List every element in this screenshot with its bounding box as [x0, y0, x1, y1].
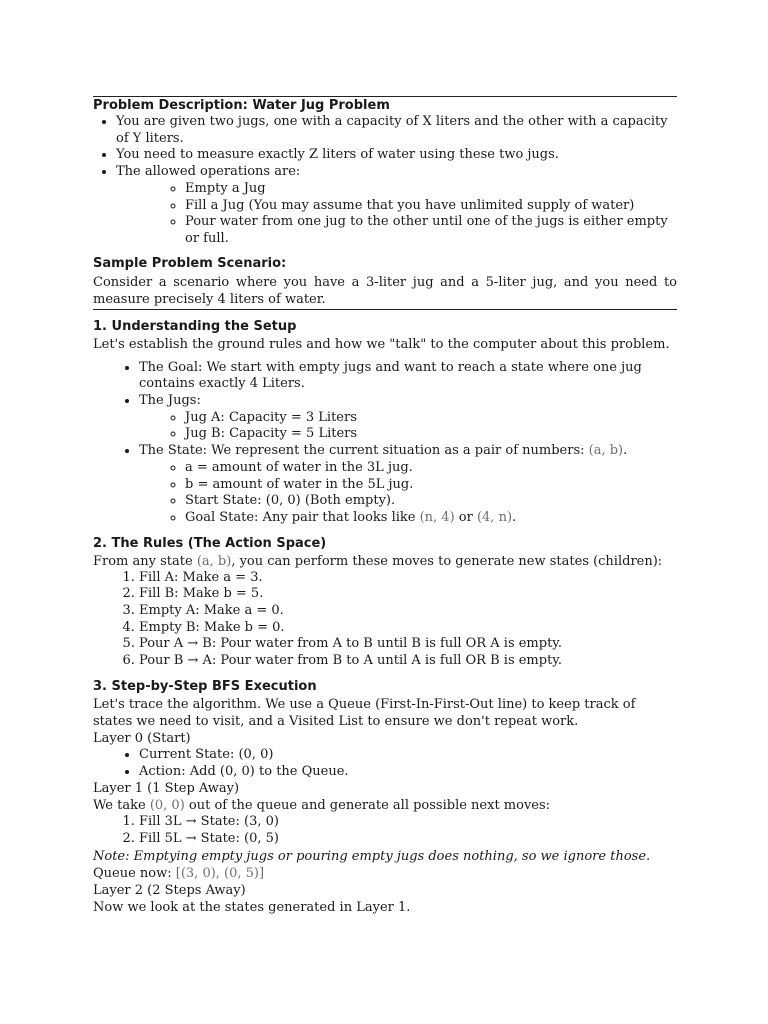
document-page	[93, 96, 677, 916]
section-2-title: 2. The Rules (The Action Space)	[93, 535, 327, 551]
state-prefix: The State: We represent the current situation as a pair of numbers:	[139, 443, 589, 459]
rules-list	[93, 570, 677, 670]
list-item: ◦ Jug B: Capacity = 5 Liters	[185, 426, 677, 443]
goal-state-prefix: Goal State: Any pair that looks like	[185, 509, 420, 525]
layer-2-text: Now we look at the states generated in Layer 1.	[93, 899, 411, 915]
state-list	[93, 443, 677, 460]
note-text: Note: Emptying empty jugs or pouring empty jugs does nothing, so we ignore those.	[93, 848, 651, 864]
layer-1-heading: Layer 1 (1 Step Away)	[93, 781, 240, 797]
list-item: ◦ Pour water from one jug to the other until one of the jugs is either empty or full.	[185, 214, 677, 247]
section-1-intro: Let's establish the ground rules and how we "talk" to the computer about this problem.	[93, 336, 670, 352]
list-item: 2. Fill 5L → State: (0, 5)	[139, 831, 677, 848]
problem-title: Problem Description: Water Jug Problem	[93, 98, 390, 113]
layer-0-heading: Layer 0 (Start)	[93, 730, 191, 746]
list-item: • Action: Add (0, 0) to the Queue.	[139, 764, 677, 781]
layer-1-moves	[93, 814, 677, 847]
queue-prefix: Queue now:	[93, 865, 176, 881]
section-1-title: 1. Understanding the Setup	[93, 318, 297, 334]
list-item: ◦ Empty a Jug	[185, 181, 677, 198]
goal-state-suffix: .	[512, 509, 517, 525]
list-item	[139, 443, 677, 460]
list-item: ◦ Fill a Jug (You may assume that you have unlimited supply of water)	[185, 198, 677, 215]
layer-1-prefix: We take	[93, 798, 150, 814]
layer-2-heading: Layer 2 (2 Steps Away)	[93, 882, 246, 898]
list-item: • The Jugs:	[139, 393, 677, 410]
layer-1-pair: (0, 0)	[149, 798, 185, 814]
section-3-title: 3. Step-by-Step BFS Execution	[93, 678, 317, 694]
list-item: ◦ Jug A: Capacity = 3 Liters	[185, 410, 677, 427]
goal-state-b: (4, n)	[476, 509, 513, 525]
list-item: 1. Fill A: Make a = 3.	[139, 570, 677, 587]
goal-state-a: (n, 4)	[419, 509, 455, 525]
list-item: • Current State: (0, 0)	[139, 747, 677, 764]
goal-state-or: or	[454, 509, 477, 525]
setup-list	[93, 360, 677, 410]
layer-0-list	[93, 747, 677, 780]
list-item: • The allowed operations are:	[116, 164, 677, 181]
queue-value: [(3, 0), (0, 5)]	[175, 865, 265, 881]
scenario-text: Consider a scenario where you have a 3-liter jug and a 5-liter jug, and you need to measure precisely 4 liters of water.	[93, 274, 677, 307]
rules-intro-prefix: From any state	[93, 553, 197, 569]
state-items-list	[93, 460, 677, 527]
list-item: ◦ a = amount of water in the 3L jug.	[185, 460, 677, 477]
state-suffix: .	[623, 443, 628, 459]
jugs-list	[93, 410, 677, 443]
list-item: • You are given two jugs, one with a capacity of X liters and the other with a capacity of Y liters.	[116, 114, 677, 147]
rules-intro-pair: (a, b)	[196, 553, 232, 569]
list-item: 2. Fill B: Make b = 5.	[139, 586, 677, 603]
list-item	[185, 510, 677, 527]
list-item: 4. Empty B: Make b = 0.	[139, 620, 677, 637]
problem-bullets	[93, 114, 677, 181]
list-item: • The Goal: We start with empty jugs and want to reach a state where one jug contains exactly 4 Liters.	[139, 360, 677, 393]
queue-line	[93, 865, 677, 882]
section-3-intro: Let's trace the algorithm. We use a Queue (First-In-First-Out line) to keep track of states we need to visit, and a Visited List to ensure we don't repeat work.	[93, 696, 636, 729]
list-item: 3. Empty A: Make a = 0.	[139, 603, 677, 620]
note	[93, 848, 677, 865]
layer-1-text	[93, 797, 677, 814]
operations-list	[93, 181, 677, 248]
scenario-title: Sample Problem Scenario:	[93, 255, 287, 271]
list-item: ◦ b = amount of water in the 5L jug.	[185, 477, 677, 494]
list-item: ◦ Start State: (0, 0) (Both empty).	[185, 493, 677, 510]
state-pair: (a, b)	[588, 443, 624, 459]
section-2-intro	[93, 553, 677, 570]
layer-1-suffix: out of the queue and generate all possible next moves:	[184, 798, 551, 814]
list-item: 1. Fill 3L → State: (3, 0)	[139, 814, 677, 831]
bottom-rule	[93, 309, 677, 310]
rules-intro-suffix: , you can perform these moves to generate new states (children):	[231, 553, 663, 569]
list-item: 6. Pour B → A: Pour water from B to A until A is full OR B is empty.	[139, 653, 677, 670]
list-item: • You need to measure exactly Z liters of water using these two jugs.	[116, 147, 677, 164]
list-item: 5. Pour A → B: Pour water from A to B until B is full OR A is empty.	[139, 636, 677, 653]
